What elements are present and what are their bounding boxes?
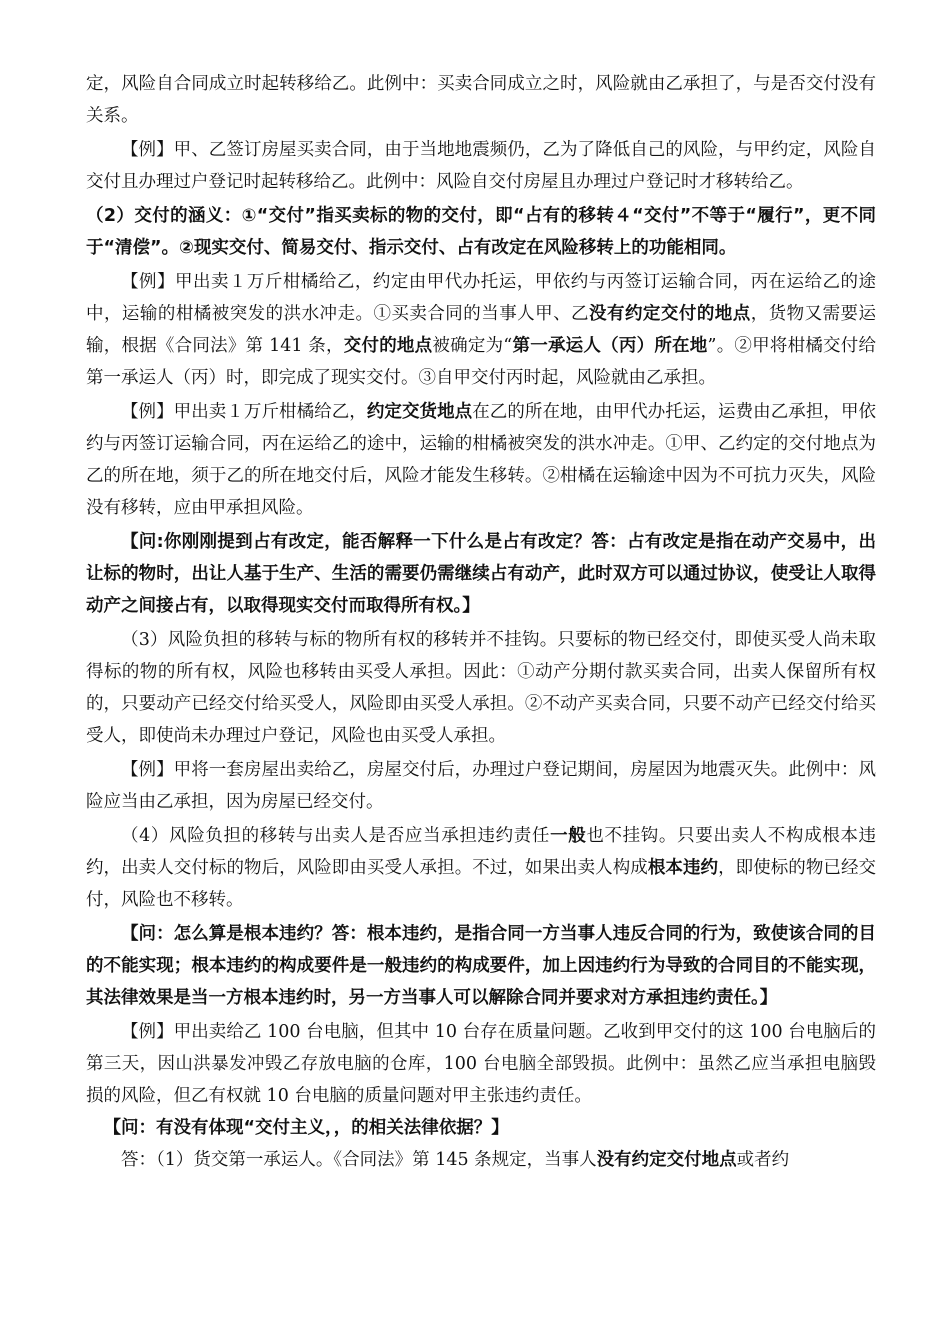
text-run: ，货物又需要运输，根据《合同法》第 141 条， [86,304,877,356]
bold-run: 交付的地点 [343,336,433,356]
qa-text: 【问:你刚刚提到占有改定，能否解释一下什么是占有改定？答：占有改定是指在动产交易中，出让标的物时，出让人基于生产、生活的需要仍需继续占有动产，此时双方可以通过协议，使受让人取得动产之间接占有，以取得现实交付而取得所有权。】 [86,532,876,616]
paragraph-breach-liability [86,820,876,916]
paragraph-example-earthquake [86,754,876,818]
bold-run: 没有约定交付的地点 [589,304,751,324]
paragraph-text: 定，风险自合同成立时起转移给乙。此例中：买卖合同成立之时，风险就由乙承担了，与是否交付没有关系。 [86,74,876,126]
text-run: 或者约 [736,1150,790,1170]
text-run: （4）风险负担的移转与出卖人是否应当承担违约责任 [121,826,551,846]
text-run: 也不挂钩。只要出卖人不构成根本违约，出卖人交付标的物后，风险即由买受人承担。不过，如果出卖人构成 [86,826,877,878]
bold-run: 没有约定交付地点 [596,1150,737,1170]
bold-run: 一般 [550,826,587,846]
text-run: 【例】甲出卖１万斤柑橘给乙，约定由甲代办托运，甲依约与丙签订运输合同，丙在运给乙的途中，运输的柑橘被突发的洪水冲走。①买卖合同的当事人甲、乙 [86,272,876,324]
bold-run: 根本违约 [647,858,719,878]
paragraph-text: 【例】甲、乙签订房屋买卖合同，由于当地地震频仍，乙为了降低自己的风险，与甲约定，风险自交付且办理过户登记时起转移给乙。此例中：风险自交付房屋且办理过户登记时才移转给乙。 [86,140,876,192]
text-run: 被确定为“ [432,336,513,356]
text-run: 【例】甲出卖１万斤柑橘给乙， [121,402,367,422]
qa-text: 【问：怎么算是根本违约？答：根本违约，是指合同一方当事人违反合同的行为，致使该合同的目的不能实现；根本违约的构成要件是一般违约的构成要件，加上因违约行为导致的合同目的不能实现，其法律效果是当一方根本违约时，另一方当事人可以解除合同并要求对方承担违约责任。】 [86,924,876,1008]
paragraph-ownership-transfer [86,624,876,752]
paragraph-example-house [86,134,876,198]
paragraph-text: （3）风险负担的移转与标的物所有权的移转并不挂钩。只要标的物已经交付，即使买受人尚未取得标的物的所有权，风险也移转由买受人承担。因此：①动产分期付款买卖合同，出卖人保留所有权的，只要动产已经交付给买受人，风险即由买受人承担。②不动产买卖合同，只要不动产已经交付给买受人，即使尚未办理过户登记，风险也由买受人承担。 [86,630,876,746]
heading-text: （2）交付的涵义：①“交付”指买卖标的物的交付，即“占有的移转４“交付”不等于“履行”，更不同于“清偿”。②现实交付、简易交付、指示交付、占有改定在风险移转上的功能相同。 [86,206,876,258]
paragraph-text: 【例】甲将一套房屋出卖给乙，房屋交付后，办理过户登记期间，房屋因为地震灭失。此例中：风险应当由乙承担，因为房屋已经交付。 [86,760,876,812]
paragraph-risk-transfer-contract [86,68,876,132]
paragraph-example-oranges-1 [86,266,876,394]
text-run: 答：（1）货交第一承运人。《合同法》第 145 条规定，当事人 [121,1150,597,1170]
paragraph-example-computers [86,1016,876,1112]
heading-delivery-meaning [86,200,876,264]
qa-delivery-principle [86,1112,876,1144]
bold-run: 第一承运人（丙）所在地 [512,336,708,356]
text-run: ，即使标的物已经交付，风险也不移转。 [86,858,877,910]
text-run: ”。②甲将柑橘交付给第一承运人（丙）时，即完成了现实交付。③自甲交付丙时起，风险就由乙承担。 [86,336,877,388]
qa-fundamental-breach [86,918,876,1014]
paragraph-example-oranges-2 [86,396,876,524]
paragraph-text: 【例】甲出卖给乙 100 台电脑，但其中 10 台存在质量问题。乙收到甲交付的这 100 台电脑后的第三天，因山洪暴发冲毁乙存放电脑的仓库，100 台电脑全部毁损。此例中：虽然乙应当承担电脑毁损的风险，但乙有权就 10 台电脑的质量问题对甲主张违约责任。 [86,1022,876,1106]
qa-text: 【问：有没有体现“交付主义，，的相关法律依据？】 [103,1118,509,1138]
text-run: 在乙的所在地，由甲代办托运，运费由乙承担，甲依约与丙签订运输合同，丙在运给乙的途中，运输的柑橘被突发的洪水冲走。①甲、乙约定的交付地点为乙的所在地，须于乙的所在地交付后，风险才能发生移转。②柑橘在运输途中因为不可抗力灭失，风险没有移转，应由甲承担风险。 [86,402,877,518]
bold-run: 约定交货地点 [366,402,473,422]
paragraph-answer-first-carrier [86,1144,876,1176]
qa-possession-change [86,526,876,622]
